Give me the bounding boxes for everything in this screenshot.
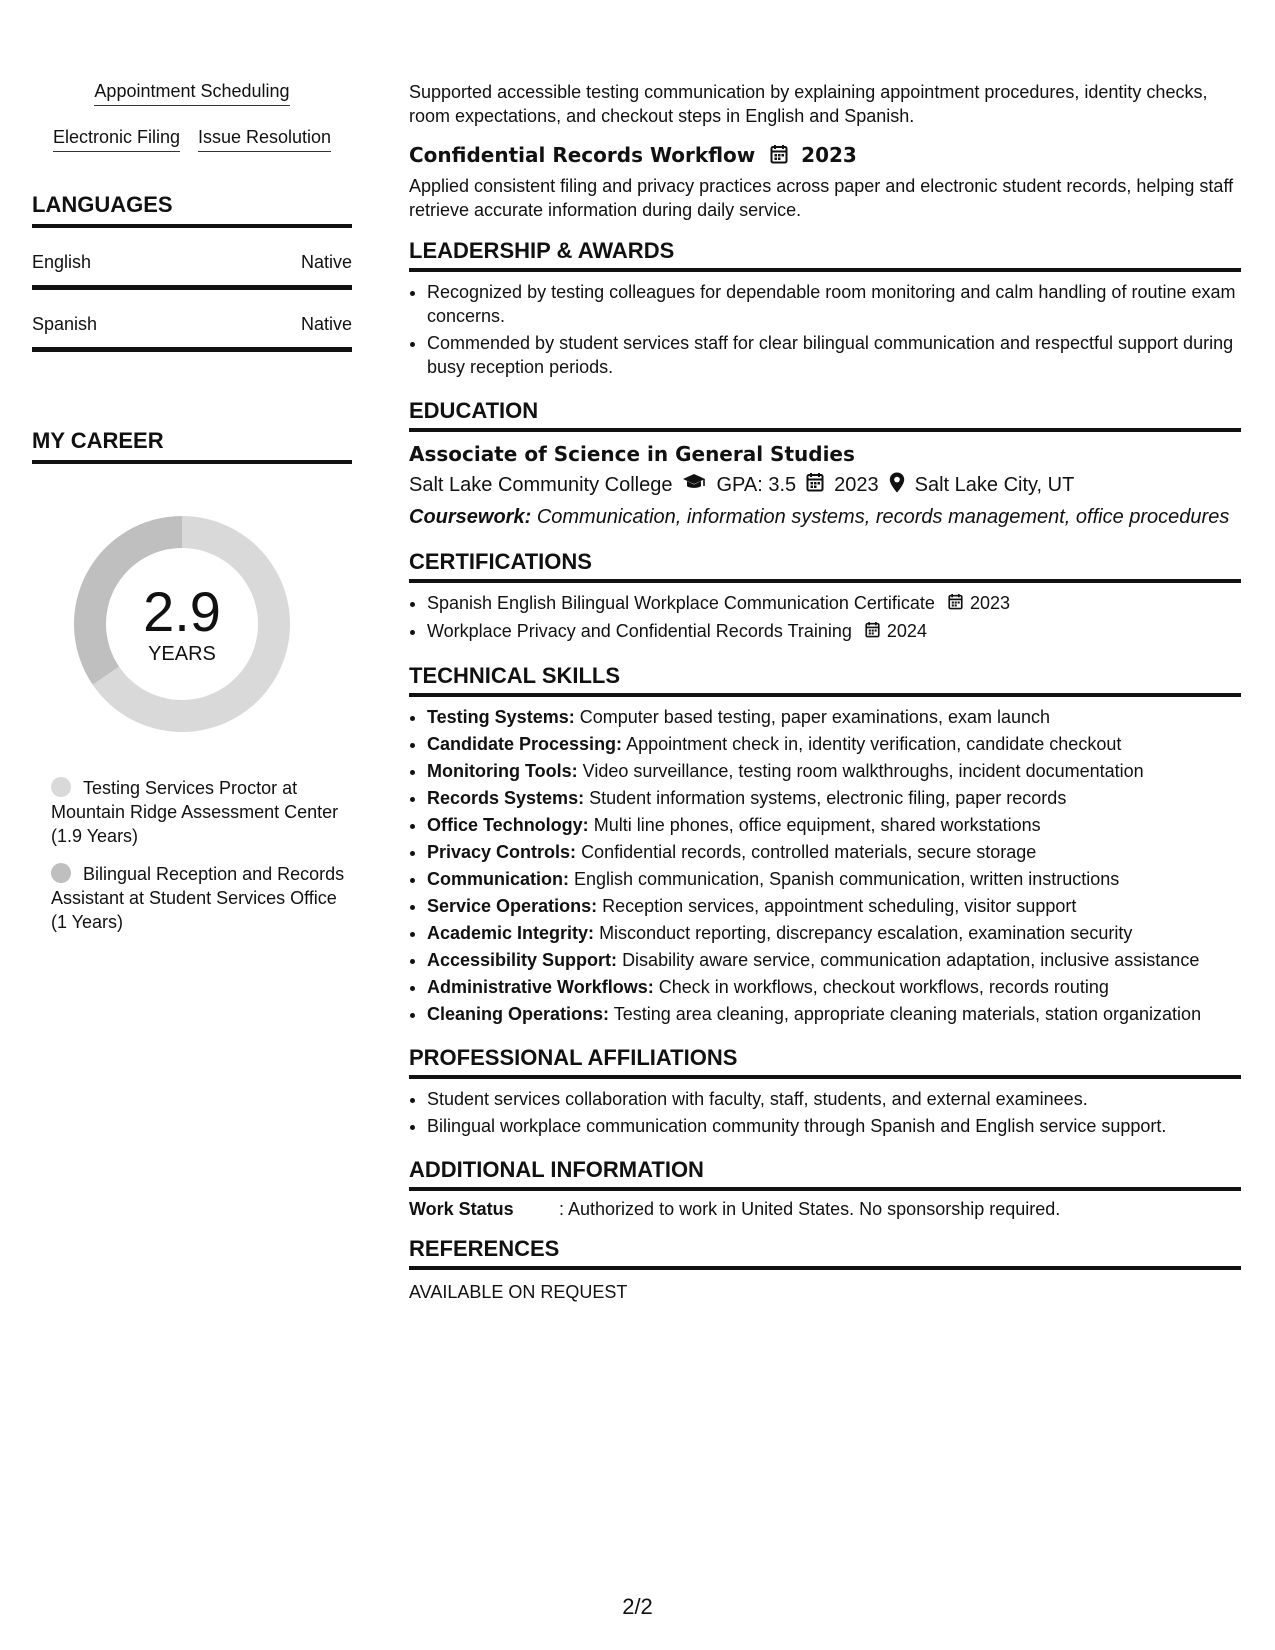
references-text: AVAILABLE ON REQUEST — [409, 1282, 628, 1302]
technical-skill-label: Academic Integrity: — [427, 923, 595, 943]
technical-skill-label: Privacy Controls: — [427, 842, 577, 862]
additional-info-heading: ADDITIONAL INFORMATION — [409, 1141, 1241, 1191]
certification-year: 2024 — [886, 620, 927, 641]
calendar-icon — [948, 592, 963, 616]
career-item — [51, 862, 352, 934]
skill-tags-row-2 — [32, 126, 352, 152]
language-name: English — [32, 252, 92, 272]
technical-skill-label: Monitoring Tools: — [427, 761, 578, 781]
technical-skill-value: Disability aware service, communication adaptation, inclusive assistance — [622, 950, 1200, 970]
technical-skill-value: Reception services, appointment scheduling, visitor support — [602, 896, 1077, 916]
languages-heading: LANGUAGES — [32, 192, 352, 228]
technical-skill-value: Misconduct reporting, discrepancy escalation, examination security — [599, 923, 1133, 943]
skill-tags-row-1 — [32, 80, 352, 106]
work-status-value: : Authorized to work in United States. No sponsorship required. — [559, 1199, 1061, 1219]
technical-skill-value: Video surveillance, testing room walkthroughs, incident documentation — [582, 761, 1144, 781]
technical-skill-value: Multi line phones, office equipment, shared workstations — [593, 815, 1041, 835]
education-degree: Associate of Science in General Studies — [409, 441, 855, 466]
list-item: • Recognized by testing colleagues for dependable room monitoring and calm handling of routine exam concerns. — [427, 280, 1241, 328]
technical-skill-item — [427, 705, 1241, 729]
language-level: Native — [300, 252, 352, 272]
certification-name: Spanish English Bilingual Workplace Communication Certificate — [427, 592, 935, 613]
technical-skill-value: Appointment check in, identity verification, candidate checkout — [626, 734, 1122, 754]
technical-skill-label: Office Technology: — [427, 815, 589, 835]
technical-skill-label: Candidate Processing: — [427, 734, 623, 754]
technical-skill-item — [427, 732, 1241, 756]
list-item: • Commended by student services staff for clear bilingual communication and respectful support during busy reception periods. — [427, 331, 1241, 379]
technical-skill-label: Cleaning Operations: — [427, 1004, 610, 1024]
education-heading: EDUCATION — [409, 382, 1241, 432]
references-heading: REFERENCES — [409, 1220, 1241, 1270]
page-number: 2/2 — [622, 1594, 653, 1619]
technical-skill-label: Communication: — [427, 869, 569, 889]
affiliations-list — [409, 1087, 1241, 1138]
education-gpa: GPA: 3.5 — [716, 473, 797, 496]
technical-skill-label: Administrative Workflows: — [427, 977, 654, 997]
certifications-list — [409, 591, 1241, 645]
technical-skill-value: Testing area cleaning, appropriate cleaning materials, station organization — [613, 1004, 1202, 1024]
language-row — [32, 228, 352, 290]
technical-skill-item — [427, 786, 1241, 810]
technical-skill-label: Accessibility Support: — [427, 950, 618, 970]
education-school: Salt Lake Community College — [409, 473, 673, 496]
calendar-icon — [865, 620, 880, 644]
certification-year: 2023 — [969, 592, 1010, 613]
career-item-text: Testing Services Proctor at Mountain Ridge Assessment Center (1.9 Years) — [51, 778, 339, 846]
education-coursework — [409, 505, 1241, 529]
location-pin-icon — [889, 472, 905, 499]
technical-skill-item — [427, 840, 1241, 864]
graduation-cap-icon — [682, 473, 706, 497]
affiliations-heading: PROFESSIONAL AFFILIATIONS — [409, 1029, 1241, 1079]
certifications-heading: CERTIFICATIONS — [409, 529, 1241, 583]
project-title: Confidential Records Workflow — [409, 143, 756, 167]
technical-skill-item — [427, 975, 1241, 999]
leadership-list — [409, 280, 1241, 379]
coursework-text: Communication, information systems, records management, office procedures — [536, 505, 1230, 528]
technical-skill-item — [427, 894, 1241, 918]
language-name: Spanish — [32, 314, 98, 334]
legend-dot-icon — [51, 777, 71, 797]
language-row — [32, 290, 352, 352]
technical-skill-value: Check in workflows, checkout workflows, records routing — [658, 977, 1109, 997]
technical-skill-value: Confidential records, controlled materials, secure storage — [581, 842, 1037, 862]
main-content — [409, 80, 1241, 1304]
career-total-unit: YEARS — [148, 642, 216, 665]
project-description: Applied consistent filing and privacy practices across paper and electronic student records, helping staff retrieve accurate information during daily service. — [409, 175, 1234, 220]
list-item — [427, 619, 1241, 644]
career-item-text: Bilingual Reception and Records Assistant at Student Services Office (1 Years) — [51, 864, 345, 932]
sidebar — [32, 80, 352, 948]
calendar-icon — [806, 472, 824, 498]
legend-dot-icon — [51, 863, 71, 883]
education-location: Salt Lake City, UT — [914, 473, 1075, 496]
leadership-heading: LEADERSHIP & AWARDS — [409, 222, 1241, 272]
technical-skill-item — [427, 921, 1241, 945]
technical-skill-item — [427, 867, 1241, 891]
technical-skills-heading: TECHNICAL SKILLS — [409, 647, 1241, 697]
technical-skill-label: Testing Systems: — [427, 707, 575, 727]
skill-tag: Electronic Filing — [53, 126, 180, 152]
career-donut-chart — [66, 508, 298, 740]
career-heading: MY CAREER — [32, 428, 352, 464]
technical-skill-item — [427, 759, 1241, 783]
career-total-value: 2.9 — [143, 579, 221, 643]
list-item — [427, 591, 1241, 616]
experience-intro: Supported accessible testing communication by explaining appointment procedures, identity checks, room expectations, and checkout steps in English and Spanish. — [409, 82, 1208, 126]
list-item: • Bilingual workplace communication community through Spanish and English service support. — [427, 1114, 1241, 1138]
calendar-icon — [770, 144, 788, 170]
list-item: • Student services collaboration with faculty, staff, students, and external examinees. — [427, 1087, 1241, 1111]
project-title-row — [409, 142, 1241, 170]
work-status-row — [409, 1199, 1241, 1220]
technical-skill-item — [427, 813, 1241, 837]
technical-skill-value: Student information systems, electronic filing, paper records — [589, 788, 1067, 808]
education-year: 2023 — [834, 473, 879, 496]
technical-skill-label: Records Systems: — [427, 788, 585, 808]
career-item — [51, 776, 352, 848]
education-meta — [409, 472, 1241, 499]
coursework-label: Coursework: — [409, 505, 532, 528]
work-status-label: Work Status — [409, 1199, 514, 1219]
certification-name: Workplace Privacy and Confidential Records Training — [427, 620, 852, 641]
technical-skill-item — [427, 948, 1241, 972]
technical-skill-label: Service Operations: — [427, 896, 598, 916]
project-year: 2023 — [801, 143, 857, 167]
skill-tag: Issue Resolution — [198, 126, 331, 152]
career-legend — [51, 776, 352, 934]
technical-skills-list — [409, 705, 1241, 1026]
donut-center — [66, 508, 298, 740]
language-level: Native — [300, 314, 352, 334]
technical-skill-item — [427, 1002, 1241, 1026]
skill-tag: Appointment Scheduling — [94, 80, 289, 106]
technical-skill-value: English communication, Spanish communication, written instructions — [574, 869, 1120, 889]
technical-skill-value: Computer based testing, paper examinations, exam launch — [579, 707, 1051, 727]
